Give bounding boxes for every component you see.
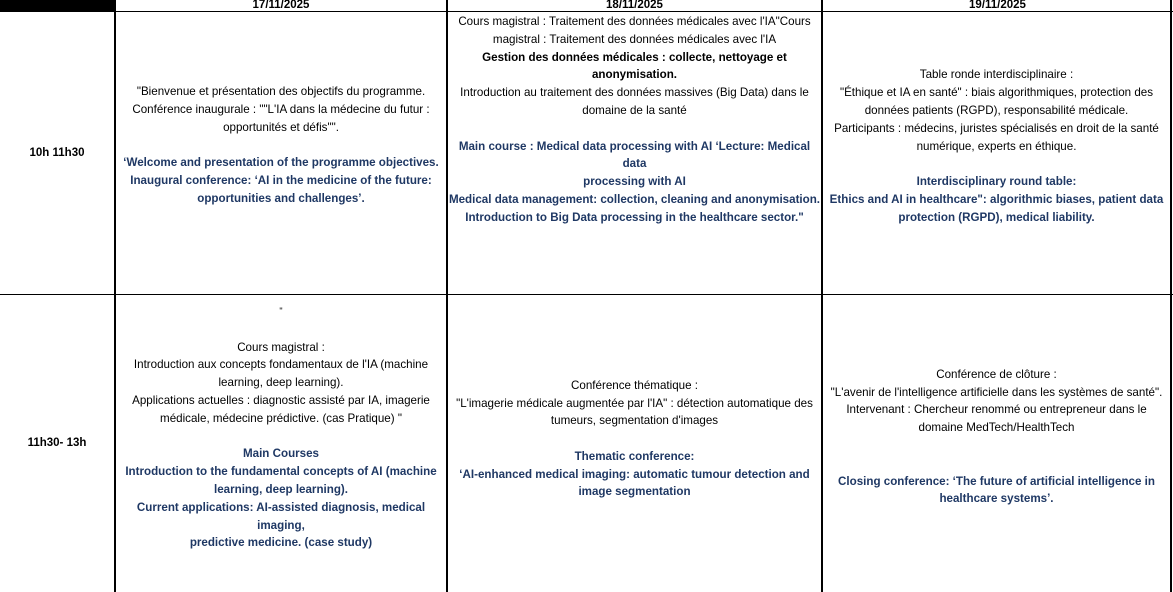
session-text-fr: Introduction au traitement des données massives (Big Data) dans le bbox=[460, 86, 809, 100]
session-text-en: ‘AI-enhanced medical imaging: automatic tumour detection and bbox=[459, 467, 810, 481]
session-text-fr: opportunités et défis"". bbox=[223, 120, 339, 134]
session-text-en: Medical data management: collection, cleaning and anonymisation. bbox=[448, 192, 821, 206]
session-text-fr-bold: Gestion des données médicales : collecte, nettoyage et bbox=[482, 50, 787, 64]
session-text-en: processing with AI bbox=[583, 175, 686, 189]
session-text-en: healthcare systems’. bbox=[939, 492, 1054, 506]
session-text-fr: Table ronde interdisciplinaire : bbox=[919, 68, 1074, 82]
date-label: 18/11/2025 bbox=[606, 0, 663, 11]
header-corner-cell[interactable] bbox=[0, 0, 115, 12]
session-text-en: learning, deep learning). bbox=[214, 482, 348, 496]
session-text-en: Closing conference: ‘The future of artificial intelligence in bbox=[838, 474, 1155, 488]
session-text-fr: numérique, experts en éthique. bbox=[916, 139, 1077, 153]
session-text-fr: "Éthique et IA en santé" : biais algorithmiques, protection des bbox=[839, 86, 1154, 100]
grid-line bbox=[0, 294, 1173, 295]
time-cell-row-1[interactable] bbox=[0, 13, 114, 294]
session-cell-day2-row2[interactable] bbox=[448, 296, 821, 592]
session-text-fr: données patients (RGPD), responsabilité médicale. bbox=[864, 104, 1129, 117]
session-text-fr: Participants : médecins, juristes spécialisés en droit de la santé bbox=[834, 121, 1159, 135]
session-text-fr: Intervenant : Chercheur renommé ou entrepreneur dans le bbox=[846, 403, 1147, 417]
session-text-fr: Conférence thématique : bbox=[571, 378, 698, 392]
session-text-fr: domaine MedTech/HealthTech bbox=[918, 421, 1075, 435]
session-text-fr: tumeurs, segmentation d'images bbox=[550, 414, 719, 428]
time-cell-row-2[interactable] bbox=[0, 296, 114, 592]
session-text-fr: learning, deep learning). bbox=[218, 376, 344, 390]
session-text-en: Current applications: AI-assisted diagnosis, medical imaging, bbox=[136, 500, 426, 532]
time-label: 11h30- 13h bbox=[27, 437, 87, 450]
session-text-en: Thematic conference: bbox=[574, 449, 695, 463]
session-text-en: Ethics and AI in healthcare": algorithmic biases, patient data bbox=[829, 192, 1164, 206]
session-cell-day2-row1[interactable] bbox=[448, 13, 821, 294]
session-text-fr: "L'imagerie médicale augmentée par l'IA" : détection automatique des bbox=[456, 396, 813, 410]
session-cell-day1-row1[interactable] bbox=[116, 13, 446, 294]
header-date-2[interactable] bbox=[447, 0, 822, 12]
date-label: 17/11/2025 bbox=[252, 0, 310, 11]
session-text-en: Main course : Medical data processing with AI ‘Lecture: Medical data bbox=[458, 139, 811, 171]
session-text-en: Main Courses bbox=[242, 447, 320, 461]
session-text-fr: magistral : Traitement des données médicales avec l'IA bbox=[492, 32, 777, 46]
session-text-fr: "Bienvenue et présentation des objectifs du programme. bbox=[136, 85, 426, 99]
session-text-en: opportunities and challenges’. bbox=[197, 191, 365, 205]
session-text-fr: médicale, médecine prédictive. (cas Pratique) " bbox=[160, 411, 402, 425]
session-cell-day1-row2[interactable] bbox=[116, 296, 446, 592]
session-text-fr: Introduction aux concepts fondamentaux de l'IA (machine bbox=[133, 358, 429, 372]
grid-line bbox=[1170, 0, 1172, 592]
session-cell-day3-row1[interactable] bbox=[823, 13, 1170, 294]
session-text-fr: Cours magistral : Traitement des données médicales avec l'IA"Cours bbox=[458, 15, 811, 28]
session-text-en: predictive medicine. (case study) bbox=[189, 536, 373, 550]
header-date-3[interactable] bbox=[822, 0, 1173, 12]
session-text-fr: Applications actuelles : diagnostic assisté par IA, imagerie bbox=[132, 393, 430, 407]
session-text-en: image segmentation bbox=[578, 485, 691, 499]
session-text-en: ‘Welcome and presentation of the programme objectives. bbox=[123, 156, 439, 170]
date-label: 19/11/2025 bbox=[969, 0, 1026, 11]
session-text-en: Inaugural conference: ‘AI in the medicine of the future: bbox=[130, 174, 432, 188]
session-text-fr: Conférence de clôture : bbox=[936, 367, 1057, 381]
session-text-en: Introduction to Big Data processing in the healthcare sector." bbox=[465, 210, 804, 224]
session-text-fr: Conférence inaugurale : ""L'IA dans la médecine du futur : bbox=[132, 103, 430, 116]
header-date-1[interactable] bbox=[115, 0, 447, 12]
session-cell-day3-row2[interactable] bbox=[823, 296, 1170, 592]
time-label: 10h 11h30 bbox=[29, 146, 85, 159]
session-text-en: Interdisciplinary round table: bbox=[916, 175, 1077, 189]
session-text-fr: " bbox=[279, 306, 283, 316]
session-text-fr: Cours magistral : bbox=[237, 340, 325, 354]
session-text-fr: "L'avenir de l'intelligence artificielle dans les systèmes de santé". bbox=[830, 385, 1163, 399]
session-text-fr-bold: anonymisation. bbox=[591, 68, 678, 82]
session-text-en: Introduction to the fundamental concepts of AI (machine bbox=[125, 465, 437, 479]
session-text-fr: domaine de la santé bbox=[582, 103, 687, 117]
session-text-en: protection (RGPD), medical liability. bbox=[898, 210, 1095, 224]
